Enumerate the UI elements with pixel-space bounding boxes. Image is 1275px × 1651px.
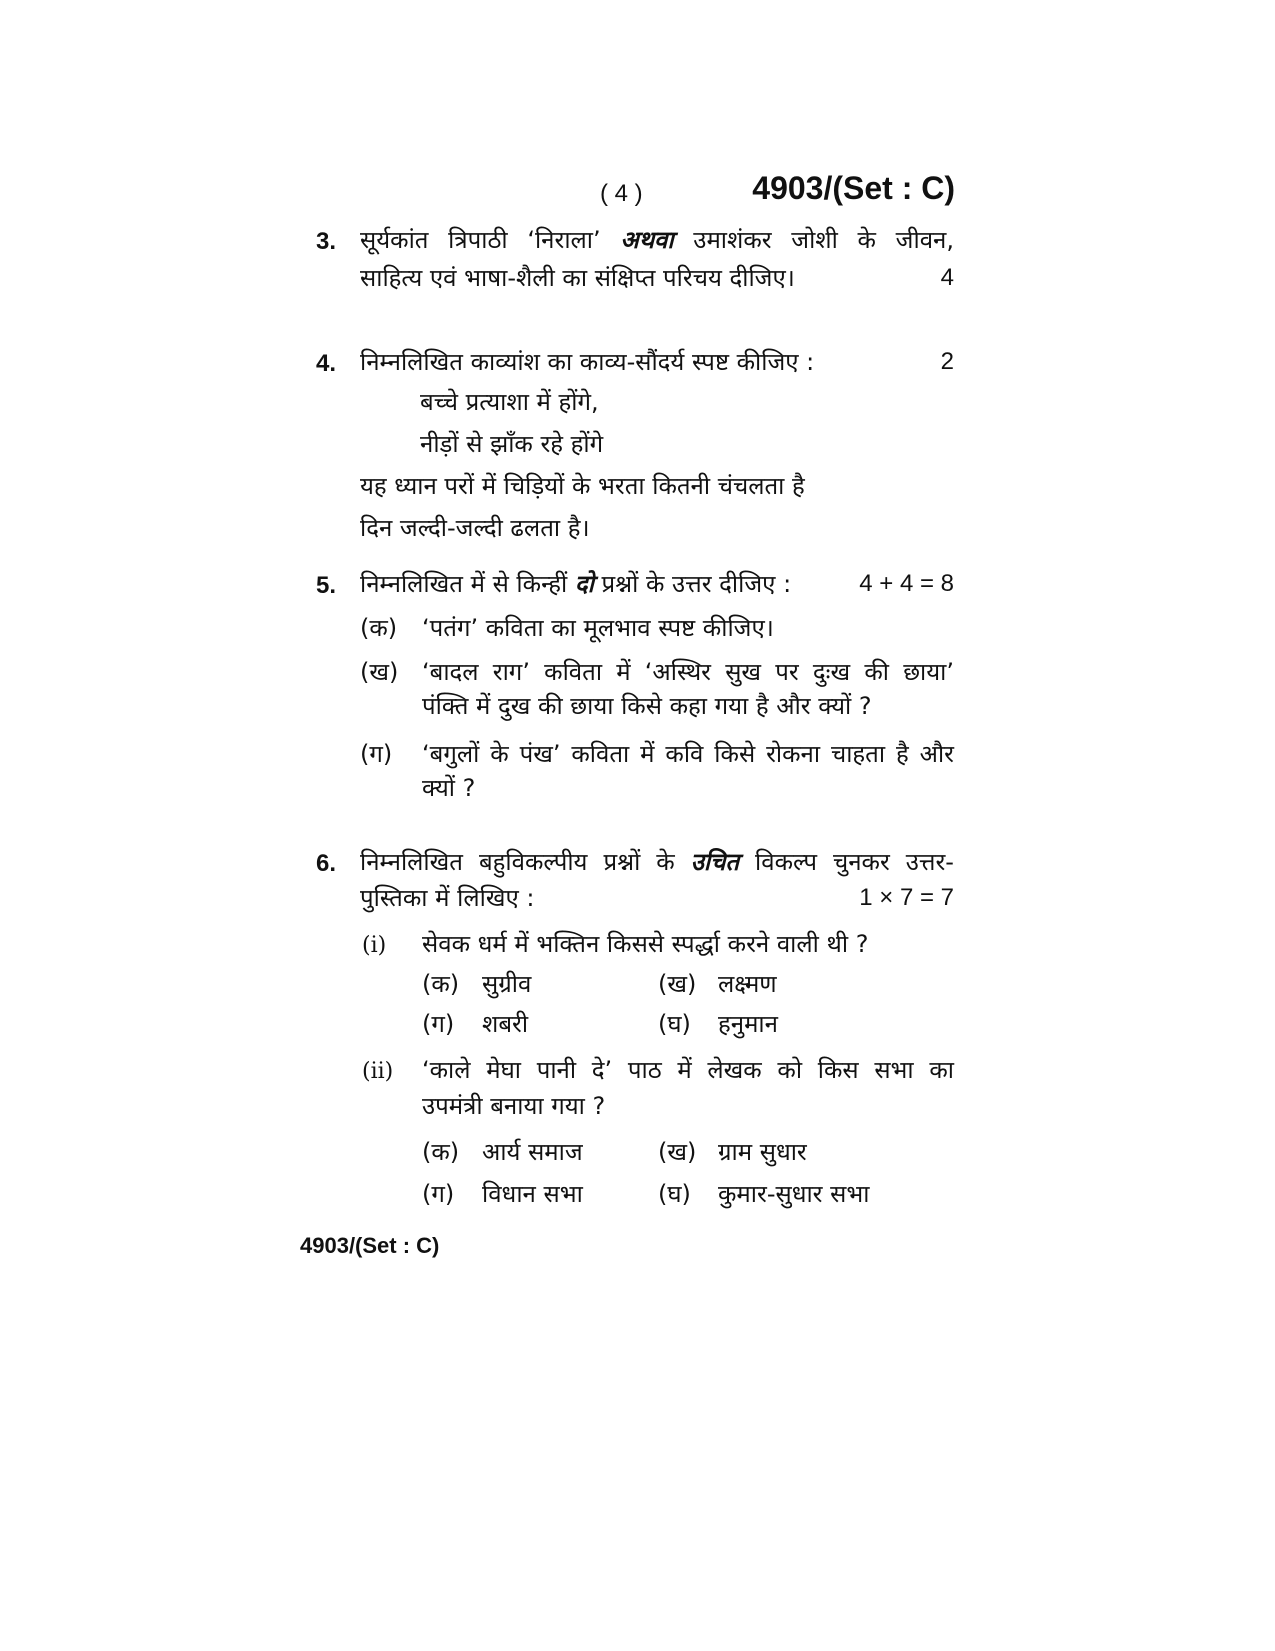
q6-text-part2: विकल्प चुनकर उत्तर-	[755, 848, 954, 876]
q5-item-kha-label: (ख)	[360, 658, 399, 686]
q6-sub-i-label: (i)	[362, 933, 387, 958]
poem-line-4: दिन जल्दी-जल्दी ढलता है।	[360, 514, 590, 542]
q6-ii-option-kha-text: ग्राम सुधार	[718, 1138, 807, 1166]
question-6-marks: 1 × 7 = 7	[859, 884, 954, 911]
q6-emphasis-uchit: उचित	[690, 848, 740, 876]
question-4-text: निम्नलिखित काव्यांश का काव्य-सौंदर्य स्पष्ट कीजिए :	[360, 348, 815, 376]
q3-emphasis-athva: अथवा	[620, 226, 674, 254]
q5-item-ka-text: ‘पतंग’ कविता का मूलभाव स्पष्ट कीजिए।	[422, 614, 774, 642]
question-5-text	[360, 568, 791, 600]
paper-code-header: 4903/(Set : C)	[752, 170, 955, 206]
q5-item-kha-line-2: पंक्ति में दुख की छाया किसे कहा गया है और क्यों ?	[422, 692, 872, 720]
question-3-marks: 4	[940, 264, 954, 291]
q5-item-kha-line-1: ‘बादल राग’ कविता में ‘अस्थिर सुख पर दुःख की छाया’	[422, 658, 954, 686]
poem-line-2: नीड़ों से झाँक रहे होंगे	[420, 430, 604, 458]
question-number-6: 6.	[316, 850, 337, 877]
q6-ii-option-gha-label: (घ)	[658, 1180, 691, 1208]
question-6-line-2: पुस्तिका में लिखिए :	[360, 884, 535, 912]
question-4-marks: 2	[940, 348, 954, 375]
question-number-5: 5.	[316, 572, 337, 599]
question-5-marks: 4 + 4 = 8	[859, 570, 954, 597]
q5-item-ga-line-2: क्यों ?	[422, 774, 476, 802]
q3-text-part2: उमाशंकर जोशी के जीवन,	[693, 226, 954, 254]
q6-ii-option-ga-label: (ग)	[422, 1180, 455, 1208]
q6-sub-i-text: सेवक धर्म में भक्तिन किससे स्पर्द्धा करने वाली थी ?	[422, 930, 869, 958]
poem-line-3: यह ध्यान परों में चिड़ियों के भरता कितनी चंचलता है	[360, 472, 805, 500]
q6-ii-option-kha-label: (ख)	[658, 1138, 697, 1166]
question-number-3: 3.	[316, 228, 337, 255]
q6-ii-option-ka-text: आर्य समाज	[482, 1138, 583, 1166]
q6-sub-ii-line-2: उपमंत्री बनाया गया ?	[422, 1092, 606, 1120]
q6-sub-ii-label: (ii)	[362, 1059, 394, 1084]
question-3-line-2: साहित्य एवं भाषा-शैली का संक्षिप्त परिचय दीजिए।	[360, 264, 795, 292]
q6-ii-option-ka-label: (क)	[422, 1138, 460, 1166]
question-6-line-1	[360, 846, 954, 878]
q6-i-option-gha-text: हनुमान	[718, 1010, 778, 1038]
q6-sub-ii-line-1: ‘काले मेघा पानी दे’ पाठ में लेखक को किस सभा का	[422, 1056, 954, 1084]
question-3-line-1	[360, 224, 954, 256]
question-number-4: 4.	[316, 350, 337, 377]
q6-i-option-ka-label: (क)	[422, 970, 460, 998]
q5-text-part2: प्रश्नों के उत्तर दीजिए :	[601, 570, 792, 598]
q6-ii-option-ga-text: विधान सभा	[482, 1180, 583, 1208]
q6-i-option-kha-label: (ख)	[658, 970, 697, 998]
q5-text-part1: निम्नलिखित में से किन्हीं	[360, 570, 568, 598]
q6-i-option-gha-label: (घ)	[658, 1010, 691, 1038]
q5-item-ka-label: (क)	[360, 614, 398, 642]
q6-i-option-ga-label: (ग)	[422, 1010, 455, 1038]
q6-text-part1: निम्नलिखित बहुविकल्पीय प्रश्नों के	[360, 848, 675, 876]
page-number: ( 4 )	[600, 180, 643, 207]
q3-text-part1: सूर्यकांत त्रिपाठी ‘निराला’	[360, 226, 601, 254]
q6-i-option-ka-text: सुग्रीव	[482, 970, 532, 998]
poem-line-1: बच्चे प्रत्याशा में होंगे,	[420, 388, 599, 416]
q5-item-ga-line-1: ‘बगुलों के पंख’ कविता में कवि किसे रोकना चाहता है और	[422, 740, 954, 768]
paper-code-footer: 4903/(Set : C)	[300, 1233, 440, 1258]
q6-i-option-kha-text: लक्ष्मण	[718, 970, 777, 998]
q6-i-option-ga-text: शबरी	[482, 1010, 529, 1038]
q6-ii-option-gha-text: कुमार-सुधार सभा	[718, 1180, 870, 1208]
q5-item-ga-label: (ग)	[360, 740, 393, 768]
q5-emphasis-do: दो	[574, 570, 594, 598]
